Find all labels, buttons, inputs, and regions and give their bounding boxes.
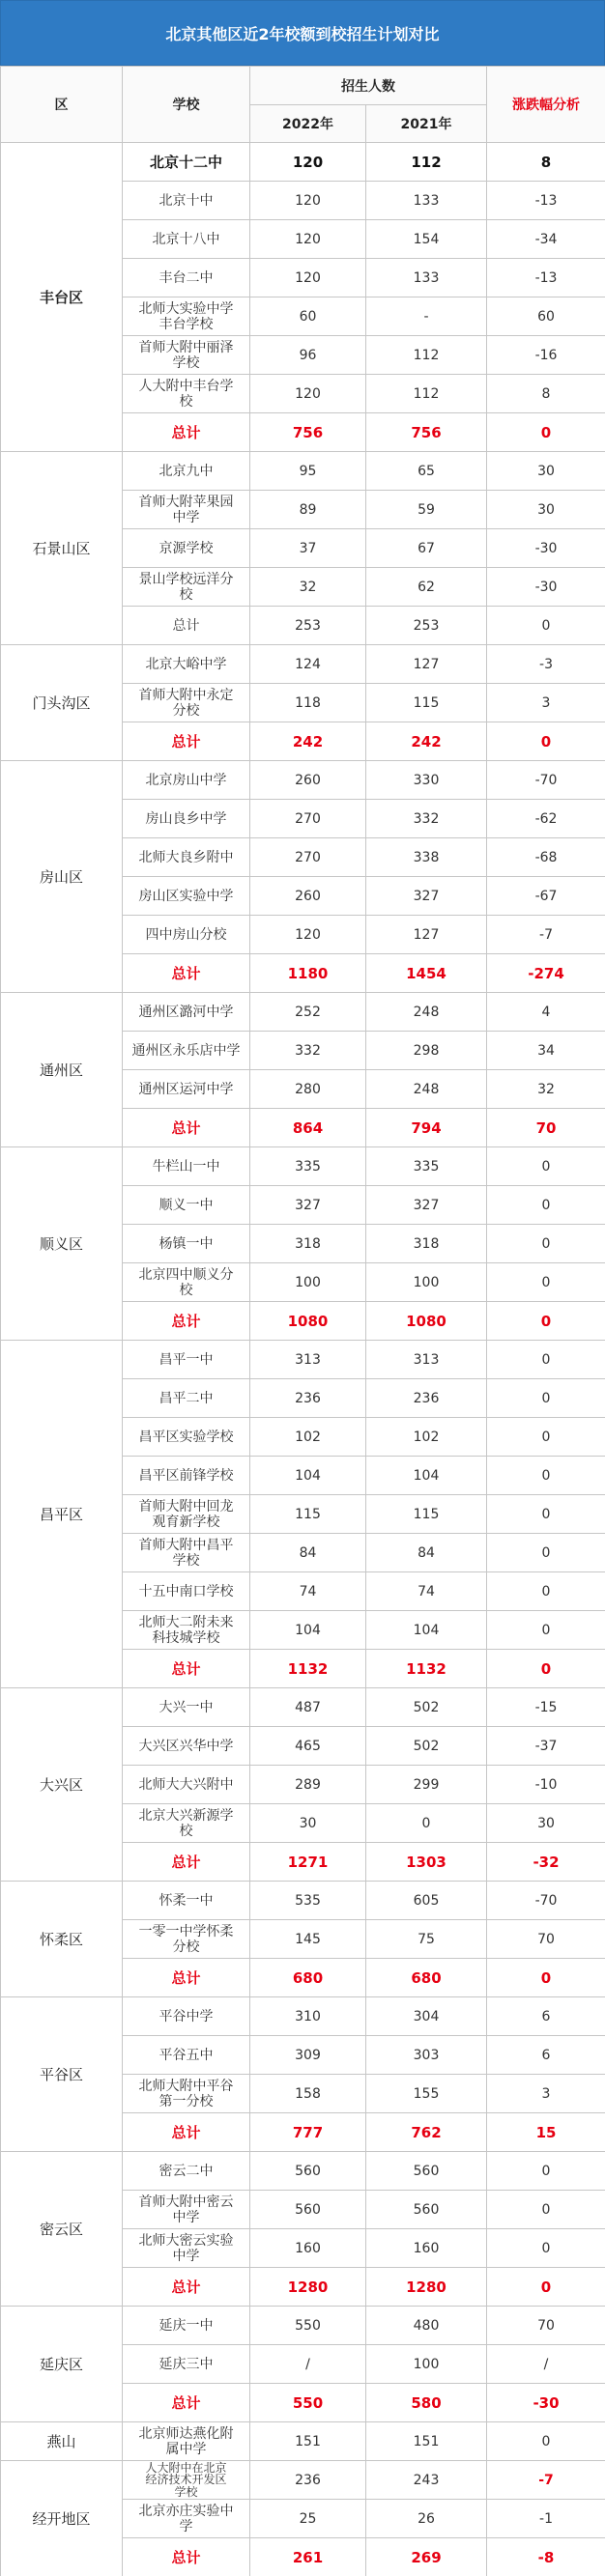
school-name-cell: 总计 — [123, 413, 250, 452]
enrollment-2021-cell: 67 — [366, 529, 487, 568]
enrollment-2022-cell: 32 — [250, 568, 366, 607]
change-cell: -274 — [487, 954, 605, 993]
table-row — [1, 2461, 605, 2500]
enrollment-2022-cell: 1132 — [250, 1650, 366, 1688]
change-cell: 0 — [487, 1611, 605, 1650]
enrollment-2022-cell: 260 — [250, 877, 366, 916]
change-cell: -13 — [487, 182, 605, 220]
enrollment-2022-cell: 309 — [250, 2036, 366, 2075]
enrollment-2022-cell: 680 — [250, 1959, 366, 1997]
enrollment-2021-cell: 327 — [366, 1186, 487, 1225]
change-cell: 0 — [487, 722, 605, 761]
school-name-cell: 首师大附中回龙 观育新学校 — [123, 1495, 250, 1534]
school-name-cell: 房山良乡中学 — [123, 800, 250, 838]
enrollment-2021-cell: 236 — [366, 1379, 487, 1418]
enrollment-2022-cell: 102 — [250, 1418, 366, 1457]
enrollment-2022-cell: 145 — [250, 1920, 366, 1959]
change-cell: 0 — [487, 1650, 605, 1688]
enrollment-2022-cell: 280 — [250, 1070, 366, 1109]
enrollment-2021-cell: 100 — [366, 1263, 487, 1302]
enrollment-2022-cell: 242 — [250, 722, 366, 761]
school-name-cell: 北师大密云实验 中学 — [123, 2229, 250, 2268]
school-name-cell: 北京房山中学 — [123, 761, 250, 800]
school-name-cell: 昌平区前锋学校 — [123, 1457, 250, 1495]
enrollment-2022-cell: 120 — [250, 143, 366, 182]
enrollment-2022-cell: 120 — [250, 182, 366, 220]
change-cell: / — [487, 2345, 605, 2384]
enrollment-2022-cell: 1271 — [250, 1843, 366, 1882]
enrollment-2022-cell: 289 — [250, 1766, 366, 1804]
enrollment-2022-cell: 120 — [250, 916, 366, 954]
enrollment-2022-cell: 84 — [250, 1534, 366, 1572]
change-cell: 0 — [487, 1379, 605, 1418]
enrollment-2022-cell: 270 — [250, 838, 366, 877]
school-name-cell: 首师大附苹果园 中学 — [123, 491, 250, 529]
change-cell: 70 — [487, 1109, 605, 1147]
change-cell: 0 — [487, 1495, 605, 1534]
enrollment-2022-cell: 332 — [250, 1032, 366, 1070]
enrollment-2022-cell: 158 — [250, 2075, 366, 2113]
change-cell: 8 — [487, 375, 605, 413]
table-header — [1, 67, 605, 143]
change-cell: -7 — [487, 2461, 605, 2500]
school-name-cell: 北京十八中 — [123, 220, 250, 259]
change-cell: 32 — [487, 1070, 605, 1109]
enrollment-2022-cell: 535 — [250, 1882, 366, 1920]
district-cell: 丰台区 — [1, 143, 123, 452]
enrollment-2021-cell: 112 — [366, 336, 487, 375]
change-cell: 8 — [487, 143, 605, 182]
change-cell: 70 — [487, 2307, 605, 2345]
enrollment-2021-cell: 59 — [366, 491, 487, 529]
enrollment-2022-cell: 260 — [250, 761, 366, 800]
school-name-cell: 总计 — [123, 2538, 250, 2576]
school-name-cell: 顺义一中 — [123, 1186, 250, 1225]
enrollment-2021-cell: 794 — [366, 1109, 487, 1147]
change-cell: -15 — [487, 1688, 605, 1727]
enrollment-2021-cell: 680 — [366, 1959, 487, 1997]
enrollment-2022-cell: 30 — [250, 1804, 366, 1843]
change-cell: 3 — [487, 2075, 605, 2113]
table-row — [1, 993, 605, 1032]
enrollment-2021-cell: 1280 — [366, 2268, 487, 2307]
school-name-cell: 北京九中 — [123, 452, 250, 491]
district-cell: 昌平区 — [1, 1341, 123, 1688]
change-cell: 0 — [487, 1959, 605, 1997]
enrollment-2022-cell: 550 — [250, 2307, 366, 2345]
enrollment-2022-cell: 864 — [250, 1109, 366, 1147]
enrollment-2022-cell: 151 — [250, 2422, 366, 2461]
school-column-header: 学校 — [123, 67, 250, 143]
school-name-cell: 怀柔一中 — [123, 1882, 250, 1920]
change-cell: 0 — [487, 2229, 605, 2268]
enrollment-2021-cell: 115 — [366, 684, 487, 722]
enrollment-2022-cell: 115 — [250, 1495, 366, 1534]
enrollment-2021-cell: 104 — [366, 1457, 487, 1495]
change-cell: 6 — [487, 2036, 605, 2075]
table-row — [1, 761, 605, 800]
enrollment-2022-cell: 236 — [250, 2461, 366, 2500]
school-name-cell: 昌平一中 — [123, 1341, 250, 1379]
enrollment-2021-cell: 480 — [366, 2307, 487, 2345]
enrollment-2021-cell: 332 — [366, 800, 487, 838]
enrollment-2021-cell: 560 — [366, 2191, 487, 2229]
enrollment-2021-cell: 502 — [366, 1727, 487, 1766]
school-name-cell: 北师大二附未来 科技城学校 — [123, 1611, 250, 1650]
enrollment-2021-cell: 338 — [366, 838, 487, 877]
enrollment-2022-cell: 335 — [250, 1147, 366, 1186]
enrollment-2022-cell: 160 — [250, 2229, 366, 2268]
enrollment-2021-cell: 335 — [366, 1147, 487, 1186]
school-name-cell: 北京大峪中学 — [123, 645, 250, 684]
change-cell: 0 — [487, 1186, 605, 1225]
school-name-cell: 北京亦庄实验中 学 — [123, 2500, 250, 2538]
school-name-cell: 通州区永乐店中学 — [123, 1032, 250, 1070]
enrollment-2021-cell: 127 — [366, 645, 487, 684]
change-cell: -37 — [487, 1727, 605, 1766]
enrollment-2022-cell: 550 — [250, 2384, 366, 2422]
table-row — [1, 452, 605, 491]
enrollment-2021-cell: 318 — [366, 1225, 487, 1263]
enrollment-2022-cell: 465 — [250, 1727, 366, 1766]
enrollment-2021-cell: 115 — [366, 1495, 487, 1534]
school-name-cell: 总计 — [123, 1959, 250, 1997]
enrollment-2022-cell: / — [250, 2345, 366, 2384]
change-cell: 15 — [487, 2113, 605, 2152]
change-cell: -68 — [487, 838, 605, 877]
change-cell: 4 — [487, 993, 605, 1032]
school-name-cell: 一零一中学怀柔 分校 — [123, 1920, 250, 1959]
change-cell: 0 — [487, 2268, 605, 2307]
enrollment-column-header: 招生人数 — [250, 67, 487, 105]
school-name-cell: 人大附中在北京 经济技术开发区 学校 — [123, 2461, 250, 2500]
enrollment-2022-cell: 104 — [250, 1457, 366, 1495]
school-name-cell: 总计 — [123, 2268, 250, 2307]
enrollment-2022-cell: 1280 — [250, 2268, 366, 2307]
enrollment-2022-cell: 270 — [250, 800, 366, 838]
enrollment-2022-cell: 74 — [250, 1572, 366, 1611]
change-cell: -62 — [487, 800, 605, 838]
enrollment-2021-cell: 1454 — [366, 954, 487, 993]
enrollment-2022-cell: 487 — [250, 1688, 366, 1727]
table-row — [1, 2422, 605, 2461]
school-name-cell: 密云二中 — [123, 2152, 250, 2191]
enrollment-2022-cell: 124 — [250, 645, 366, 684]
school-name-cell: 北师大大兴附中 — [123, 1766, 250, 1804]
change-cell: -13 — [487, 259, 605, 297]
district-cell: 燕山 — [1, 2422, 123, 2461]
school-name-cell: 人大附中丰台学 校 — [123, 375, 250, 413]
enrollment-2022-cell: 253 — [250, 607, 366, 645]
change-cell: 60 — [487, 297, 605, 336]
enrollment-2021-cell: 313 — [366, 1341, 487, 1379]
school-name-cell: 延庆三中 — [123, 2345, 250, 2384]
enrollment-2021-cell: 243 — [366, 2461, 487, 2500]
enrollment-comparison-table — [0, 66, 605, 2576]
enrollment-2021-cell: 303 — [366, 2036, 487, 2075]
change-cell: 0 — [487, 1534, 605, 1572]
enrollment-2022-cell: 118 — [250, 684, 366, 722]
enrollment-2021-cell: 502 — [366, 1688, 487, 1727]
school-name-cell: 总计 — [123, 954, 250, 993]
enrollment-2022-cell: 89 — [250, 491, 366, 529]
enrollment-2021-cell: 26 — [366, 2500, 487, 2538]
school-name-cell: 北京十中 — [123, 182, 250, 220]
enrollment-2022-cell: 120 — [250, 259, 366, 297]
district-cell: 房山区 — [1, 761, 123, 993]
change-cell: -8 — [487, 2538, 605, 2576]
table-body — [1, 143, 605, 2576]
district-column-header: 区 — [1, 67, 123, 143]
change-cell: -34 — [487, 220, 605, 259]
enrollment-2021-cell: 330 — [366, 761, 487, 800]
enrollment-2021-cell: 133 — [366, 182, 487, 220]
change-cell: -30 — [487, 2384, 605, 2422]
district-cell: 怀柔区 — [1, 1882, 123, 1997]
district-cell: 密云区 — [1, 2152, 123, 2307]
school-name-cell: 总计 — [123, 1843, 250, 1882]
school-name-cell: 昌平二中 — [123, 1379, 250, 1418]
school-name-cell: 北师大良乡附中 — [123, 838, 250, 877]
school-name-cell: 房山区实验中学 — [123, 877, 250, 916]
change-cell: 70 — [487, 1920, 605, 1959]
change-cell: 0 — [487, 1225, 605, 1263]
school-name-cell: 平谷中学 — [123, 1997, 250, 2036]
school-name-cell: 北京四中顺义分 校 — [123, 1263, 250, 1302]
enrollment-2022-cell: 236 — [250, 1379, 366, 1418]
enrollment-2021-cell: 127 — [366, 916, 487, 954]
school-name-cell: 十五中南口学校 — [123, 1572, 250, 1611]
school-name-cell: 大兴区兴华中学 — [123, 1727, 250, 1766]
enrollment-2022-cell: 104 — [250, 1611, 366, 1650]
enrollment-2021-cell: 1132 — [366, 1650, 487, 1688]
change-column-header: 涨跌幅分析 — [487, 67, 605, 143]
enrollment-2021-cell: 84 — [366, 1534, 487, 1572]
table-row — [1, 1147, 605, 1186]
enrollment-2021-cell: 580 — [366, 2384, 487, 2422]
enrollment-2021-cell: 62 — [366, 568, 487, 607]
school-name-cell: 北京师达燕化附 属中学 — [123, 2422, 250, 2461]
change-cell: -32 — [487, 1843, 605, 1882]
school-name-cell: 通州区运河中学 — [123, 1070, 250, 1109]
enrollment-2022-cell: 252 — [250, 993, 366, 1032]
table-row — [1, 645, 605, 684]
enrollment-2021-cell: 298 — [366, 1032, 487, 1070]
enrollment-2022-cell: 96 — [250, 336, 366, 375]
enrollment-2021-cell: 0 — [366, 1804, 487, 1843]
change-cell: 6 — [487, 1997, 605, 2036]
district-cell: 通州区 — [1, 993, 123, 1147]
table-row — [1, 2152, 605, 2191]
change-cell: -16 — [487, 336, 605, 375]
change-cell: 30 — [487, 491, 605, 529]
enrollment-2022-cell: 310 — [250, 1997, 366, 2036]
district-cell: 经开地区 — [1, 2461, 123, 2576]
enrollment-2021-cell: 248 — [366, 1070, 487, 1109]
enrollment-2022-cell: 261 — [250, 2538, 366, 2576]
table-row — [1, 1882, 605, 1920]
school-name-cell: 首师大附中密云 中学 — [123, 2191, 250, 2229]
school-name-cell: 京源学校 — [123, 529, 250, 568]
enrollment-2021-cell: 605 — [366, 1882, 487, 1920]
change-cell: 0 — [487, 1457, 605, 1495]
enrollment-2021-cell: 100 — [366, 2345, 487, 2384]
enrollment-2021-cell: 74 — [366, 1572, 487, 1611]
school-name-cell: 北师大附中平谷 第一分校 — [123, 2075, 250, 2113]
change-cell: 0 — [487, 1263, 605, 1302]
enrollment-2021-cell: 102 — [366, 1418, 487, 1457]
school-name-cell: 北京十二中 — [123, 143, 250, 182]
change-cell: -7 — [487, 916, 605, 954]
change-cell: -30 — [487, 529, 605, 568]
enrollment-2021-cell: 133 — [366, 259, 487, 297]
change-cell: 0 — [487, 1418, 605, 1457]
district-cell: 门头沟区 — [1, 645, 123, 761]
year-2022-header: 2022年 — [250, 105, 366, 143]
enrollment-2022-cell: 120 — [250, 375, 366, 413]
school-name-cell: 首师大附中昌平 学校 — [123, 1534, 250, 1572]
enrollment-2022-cell: 327 — [250, 1186, 366, 1225]
enrollment-2022-cell: 777 — [250, 2113, 366, 2152]
school-name-cell: 北师大实验中学 丰台学校 — [123, 297, 250, 336]
enrollment-2021-cell: 762 — [366, 2113, 487, 2152]
enrollment-2021-cell: 112 — [366, 375, 487, 413]
enrollment-2021-cell: - — [366, 297, 487, 336]
enrollment-2021-cell: 269 — [366, 2538, 487, 2576]
change-cell: 0 — [487, 2422, 605, 2461]
school-name-cell: 通州区潞河中学 — [123, 993, 250, 1032]
enrollment-2022-cell: 25 — [250, 2500, 366, 2538]
enrollment-2021-cell: 104 — [366, 1611, 487, 1650]
change-cell: -67 — [487, 877, 605, 916]
school-name-cell: 总计 — [123, 2384, 250, 2422]
district-cell: 顺义区 — [1, 1147, 123, 1341]
school-name-cell: 总计 — [123, 2113, 250, 2152]
district-cell: 大兴区 — [1, 1688, 123, 1882]
change-cell: 0 — [487, 2152, 605, 2191]
enrollment-2021-cell: 154 — [366, 220, 487, 259]
change-cell: -10 — [487, 1766, 605, 1804]
change-cell: 3 — [487, 684, 605, 722]
change-cell: -70 — [487, 1882, 605, 1920]
change-cell: 0 — [487, 413, 605, 452]
change-cell: -30 — [487, 568, 605, 607]
enrollment-2022-cell: 37 — [250, 529, 366, 568]
school-name-cell: 总计 — [123, 722, 250, 761]
enrollment-2021-cell: 75 — [366, 1920, 487, 1959]
change-cell: 0 — [487, 1572, 605, 1611]
district-cell: 延庆区 — [1, 2307, 123, 2422]
enrollment-2021-cell: 304 — [366, 1997, 487, 2036]
change-cell: 34 — [487, 1032, 605, 1070]
enrollment-2022-cell: 95 — [250, 452, 366, 491]
enrollment-2021-cell: 756 — [366, 413, 487, 452]
school-name-cell: 北京大兴新源学 校 — [123, 1804, 250, 1843]
enrollment-2022-cell: 318 — [250, 1225, 366, 1263]
school-name-cell: 总计 — [123, 1650, 250, 1688]
school-name-cell: 景山学校远洋分 校 — [123, 568, 250, 607]
table-row — [1, 2307, 605, 2345]
school-name-cell: 牛栏山一中 — [123, 1147, 250, 1186]
school-name-cell: 四中房山分校 — [123, 916, 250, 954]
school-name-cell: 大兴一中 — [123, 1688, 250, 1727]
table-row — [1, 1997, 605, 2036]
enrollment-2022-cell: 60 — [250, 297, 366, 336]
school-name-cell: 杨镇一中 — [123, 1225, 250, 1263]
change-cell: -70 — [487, 761, 605, 800]
change-cell: 0 — [487, 1341, 605, 1379]
table-row — [1, 1688, 605, 1727]
change-cell: 0 — [487, 1302, 605, 1341]
page-title: 北京其他区近2年校额到校招生计划对比 — [0, 0, 605, 66]
change-cell: -3 — [487, 645, 605, 684]
change-cell: 30 — [487, 452, 605, 491]
school-name-cell: 平谷五中 — [123, 2036, 250, 2075]
district-cell: 石景山区 — [1, 452, 123, 645]
enrollment-2022-cell: 100 — [250, 1263, 366, 1302]
enrollment-2021-cell: 253 — [366, 607, 487, 645]
change-cell: 0 — [487, 1147, 605, 1186]
change-cell: 0 — [487, 607, 605, 645]
year-2021-header: 2021年 — [366, 105, 487, 143]
enrollment-2021-cell: 248 — [366, 993, 487, 1032]
table-row — [1, 1341, 605, 1379]
enrollment-2021-cell: 327 — [366, 877, 487, 916]
table-row — [1, 143, 605, 182]
header-row — [1, 67, 605, 105]
school-name-cell: 首师大附中永定 分校 — [123, 684, 250, 722]
school-name-cell: 总计 — [123, 1302, 250, 1341]
school-name-cell: 总计 — [123, 1109, 250, 1147]
enrollment-2022-cell: 1080 — [250, 1302, 366, 1341]
enrollment-2021-cell: 160 — [366, 2229, 487, 2268]
school-name-cell: 延庆一中 — [123, 2307, 250, 2345]
enrollment-2021-cell: 299 — [366, 1766, 487, 1804]
change-cell: 0 — [487, 2191, 605, 2229]
enrollment-2022-cell: 120 — [250, 220, 366, 259]
enrollment-2021-cell: 155 — [366, 2075, 487, 2113]
enrollment-2022-cell: 313 — [250, 1341, 366, 1379]
enrollment-2021-cell: 151 — [366, 2422, 487, 2461]
enrollment-2021-cell: 560 — [366, 2152, 487, 2191]
enrollment-2022-cell: 756 — [250, 413, 366, 452]
enrollment-2022-cell: 560 — [250, 2191, 366, 2229]
school-name-cell: 总计 — [123, 607, 250, 645]
enrollment-2021-cell: 242 — [366, 722, 487, 761]
school-name-cell: 首师大附中丽泽 学校 — [123, 336, 250, 375]
change-cell: -1 — [487, 2500, 605, 2538]
district-cell: 平谷区 — [1, 1997, 123, 2152]
enrollment-2021-cell: 1303 — [366, 1843, 487, 1882]
enrollment-2021-cell: 65 — [366, 452, 487, 491]
enrollment-2022-cell: 1180 — [250, 954, 366, 993]
change-cell: 30 — [487, 1804, 605, 1843]
school-name-cell: 丰台二中 — [123, 259, 250, 297]
enrollment-2022-cell: 560 — [250, 2152, 366, 2191]
school-name-cell: 昌平区实验学校 — [123, 1418, 250, 1457]
enrollment-2021-cell: 112 — [366, 143, 487, 182]
enrollment-2021-cell: 1080 — [366, 1302, 487, 1341]
